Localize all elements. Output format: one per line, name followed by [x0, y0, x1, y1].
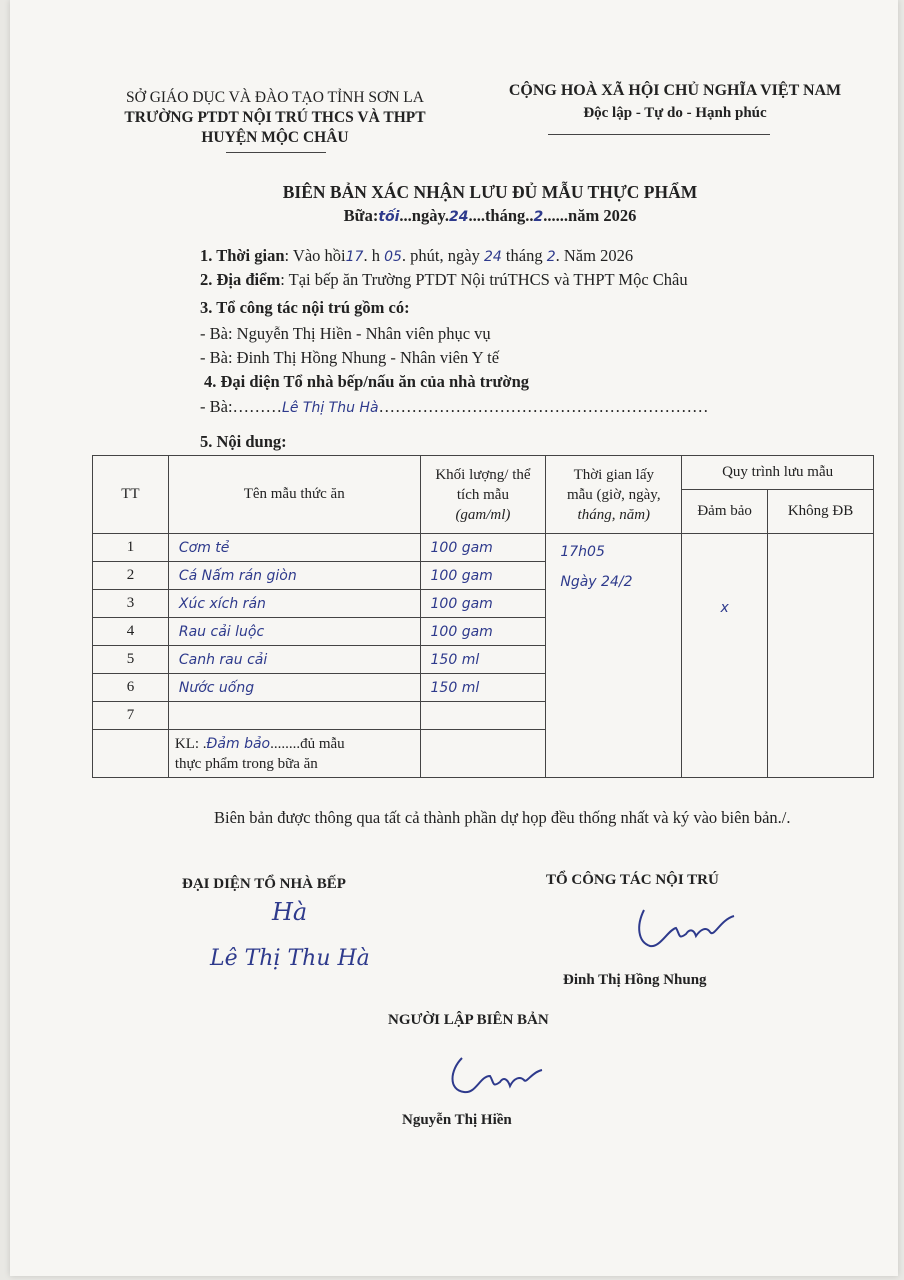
meal-value: tối — [378, 209, 400, 225]
kl-weight-cell — [420, 730, 546, 778]
col-header-weight — [420, 456, 546, 534]
section-location — [200, 270, 688, 290]
school-header — [80, 88, 470, 148]
row-food-name: Canh rau cải — [168, 646, 420, 674]
row-tt: 3 — [93, 590, 169, 618]
kitchen-rep-name: Lê Thị Thu Hà — [282, 400, 379, 416]
row-weight: 100 gam — [420, 590, 546, 618]
team-member-1: - Bà: Nguyễn Thị Hiền - Nhân viên phục vụ — [200, 324, 491, 343]
kitchen-label: 4. Đại diện Tổ nhà bếp/nấu ăn của nhà trường — [204, 372, 529, 391]
table-row — [93, 534, 874, 562]
time-day: 24 — [483, 249, 502, 265]
section-content-label — [200, 432, 287, 452]
row-food-name — [168, 702, 420, 730]
time-year: . Năm 2026 — [555, 246, 634, 265]
weight-header-line2: tích mẫu — [456, 486, 509, 503]
time-mid: . phút, ngày — [401, 246, 480, 265]
section-location-label: 2. Địa điểm — [200, 270, 281, 289]
section-time — [200, 246, 633, 266]
year-text: ......năm 2026 — [543, 206, 637, 225]
team-label: 3. Tổ công tác nội trú gồm có: — [200, 298, 410, 317]
row-food-name: Cơm tẻ — [168, 534, 420, 562]
meal-label: Bữa: — [343, 206, 379, 225]
sample-time-cell — [546, 534, 682, 778]
kitchen-handwritten-name: Lê Thị Thu Hà — [210, 946, 370, 971]
boarding-name: Đinh Thị Hồng Nhung — [563, 972, 707, 988]
section-kitchen-label — [204, 372, 529, 392]
maker-name: Nguyễn Thị Hiền — [402, 1112, 512, 1128]
col-header-notok: Không ĐB — [768, 490, 874, 534]
row-weight — [420, 702, 546, 730]
row-tt: 2 — [93, 562, 169, 590]
team-member-2: - Bà: Đinh Thị Hồng Nhung - Nhân viên Y tế — [200, 348, 500, 367]
notok-cell — [768, 534, 874, 778]
month-value: 2 — [533, 209, 544, 225]
section-time-label: 1. Thời gian — [200, 246, 285, 265]
day-label: ngày. — [411, 206, 449, 225]
time-header-line2: mẫu (giờ, ngày, — [566, 486, 661, 503]
document-page — [10, 0, 898, 1276]
weight-header-line3: (gam/ml) — [455, 506, 511, 523]
maker-signature — [440, 1050, 550, 1100]
row-food-name: Cá Nấm rán giòn — [168, 562, 420, 590]
boarding-signature — [630, 900, 740, 952]
sample-table — [92, 455, 874, 778]
kitchen-rep-dots: …………………………………………………… — [378, 397, 709, 416]
col-header-time — [546, 456, 682, 534]
district-name: HUYỆN MỘC CHÂU — [201, 129, 349, 146]
time-h: . h — [363, 246, 380, 265]
time-header-line3: tháng, năm) — [577, 506, 651, 523]
row-tt: 1 — [93, 534, 169, 562]
kitchen-sign-title: ĐẠI DIỆN TỔ NHÀ BẾP — [182, 876, 346, 892]
kitchen-signature: Hà — [272, 898, 308, 926]
sample-time-hour: 17h05 — [560, 544, 605, 560]
kl-empty-cell — [93, 730, 169, 778]
national-header — [480, 80, 870, 124]
boarding-sign-title: TỔ CÔNG TÁC NỘI TRÚ — [546, 872, 719, 888]
header-right-rule — [548, 134, 770, 135]
day-value: 24 — [448, 209, 469, 225]
row-weight: 150 ml — [420, 674, 546, 702]
sample-time-date: Ngày 24/2 — [560, 574, 633, 590]
time-month-label: tháng — [505, 246, 543, 265]
col-header-ok: Đảm bảo — [682, 490, 768, 534]
location-text: : Tại bếp ăn Trường PTDT Nội trúTHCS và THPT Mộc Châu — [280, 270, 688, 289]
document-subtitle: Bữa:tối...ngày.24....tháng..2......năm 2026 — [343, 206, 637, 225]
conclusion-text: Biên bản được thông qua tất cả thành phần dự họp đều thống nhất và ký vào biên bản./. — [214, 808, 791, 827]
row-weight: 100 gam — [420, 562, 546, 590]
kitchen-rep-prefix: - Bà:……… — [200, 397, 283, 416]
time-minute: 05 — [384, 249, 402, 265]
weight-header-line1: Khối lượng/ thể — [435, 466, 531, 483]
row-tt: 4 — [93, 618, 169, 646]
motto: Độc lập - Tự do - Hạnh phúc — [583, 105, 767, 121]
school-name: TRƯỜNG PTDT NỘI TRÚ THCS VÀ THPT — [124, 109, 426, 126]
row-tt: 6 — [93, 674, 169, 702]
kl-cell — [168, 730, 420, 778]
department-name: SỞ GIÁO DỤC VÀ ĐÀO TẠO TỈNH SƠN LA — [126, 89, 424, 106]
col-header-tt: TT — [93, 456, 169, 534]
document-title: BIÊN BẢN XÁC NHẬN LƯU ĐỦ MẪU THỰC PHẨM — [282, 182, 698, 202]
row-tt: 7 — [93, 702, 169, 730]
content-label: 5. Nội dung: — [200, 432, 287, 451]
kitchen-rep-line — [200, 397, 709, 417]
time-hour: 17 — [345, 249, 364, 265]
month-label: ....tháng.. — [468, 206, 534, 225]
kl-value: Đảm bảo — [206, 735, 271, 752]
row-weight: 100 gam — [420, 534, 546, 562]
section-team-label — [200, 298, 410, 318]
kl-suffix: ........đủ mẫu — [270, 735, 345, 752]
col-header-name: Tên mẫu thức ăn — [168, 456, 420, 534]
time-header-line1: Thời gian lấy — [573, 466, 654, 483]
country-name: CỘNG HOÀ XÃ HỘI CHỦ NGHĨA VIỆT NAM — [508, 82, 842, 99]
maker-sign-title: NGƯỜI LẬP BIÊN BẢN — [388, 1012, 549, 1028]
kl-line2: thực phẩm trong bữa ăn — [174, 755, 318, 772]
kl-prefix: KL: . — [174, 735, 207, 752]
row-food-name: Xúc xích rán — [168, 590, 420, 618]
ok-cell — [682, 534, 768, 778]
time-month: 2 — [546, 249, 556, 265]
time-prefix: : Vào hồi — [284, 246, 346, 265]
row-tt: 5 — [93, 646, 169, 674]
header-left-rule — [226, 152, 326, 153]
col-header-process: Quy trình lưu mẫu — [682, 456, 874, 490]
row-weight: 150 ml — [420, 646, 546, 674]
row-food-name: Rau cải luộc — [168, 618, 420, 646]
row-weight: 100 gam — [420, 618, 546, 646]
ok-mark: x — [720, 600, 729, 616]
row-food-name: Nước uống — [168, 674, 420, 702]
